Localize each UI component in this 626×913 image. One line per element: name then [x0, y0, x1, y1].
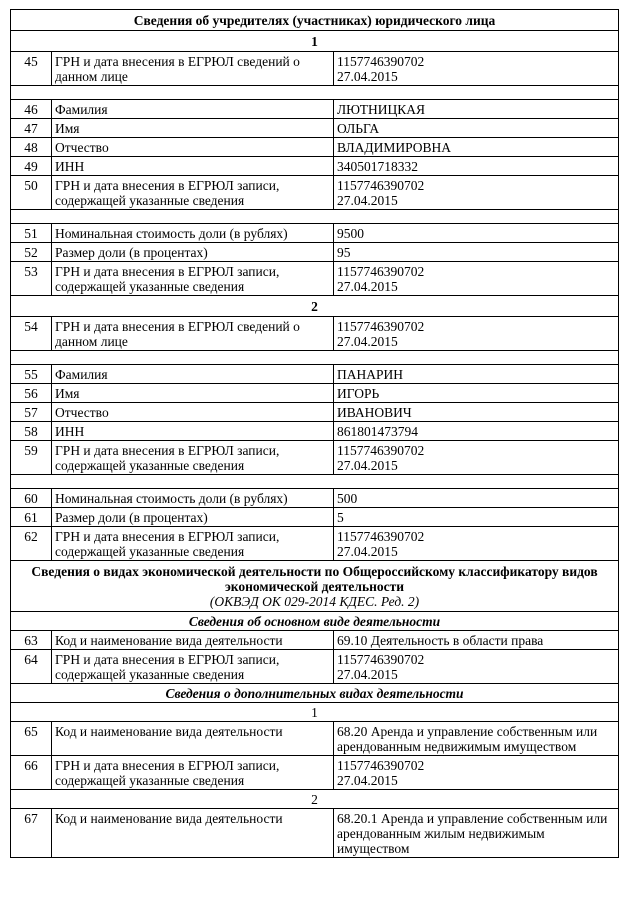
- row-value: 68.20.1 Аренда и управление собственным или арендованным жилым недвижимым имуществом: [334, 809, 619, 858]
- additional-activity-header: [11, 684, 619, 703]
- grn-value: 1157746390702: [337, 264, 425, 279]
- row-label: Номинальная стоимость доли (в рублях): [52, 224, 334, 243]
- row-number: 46: [11, 100, 52, 119]
- table-row: [11, 809, 619, 858]
- row-number: 45: [11, 52, 52, 86]
- spacer-cell: [11, 475, 619, 489]
- table-row: [11, 631, 619, 650]
- row-label: ГРН и дата внесения в ЕГРЮЛ записи, содержащей указанные сведения: [52, 441, 334, 475]
- grn-value: 1157746390702: [337, 178, 425, 193]
- spacer-cell: [11, 351, 619, 365]
- row-number: 65: [11, 722, 52, 756]
- table-row: [11, 403, 619, 422]
- row-number: 54: [11, 317, 52, 351]
- row-label: ГРН и дата внесения в ЕГРЮЛ сведений о данном лице: [52, 52, 334, 86]
- row-number: 51: [11, 224, 52, 243]
- date-value: 27.04.2015: [337, 279, 398, 294]
- table-row: [11, 527, 619, 561]
- row-number: 61: [11, 508, 52, 527]
- founder-index: 2: [11, 296, 619, 317]
- row-value: 95: [334, 243, 619, 262]
- grn-value: 1157746390702: [337, 319, 425, 334]
- date-value: 27.04.2015: [337, 69, 398, 84]
- row-number: 66: [11, 756, 52, 790]
- table-row: [11, 52, 619, 86]
- row-value: 5: [334, 508, 619, 527]
- row-value: ИВАНОВИЧ: [334, 403, 619, 422]
- spacer-row: [11, 86, 619, 100]
- row-value: 340501718332: [334, 157, 619, 176]
- date-value: 27.04.2015: [337, 544, 398, 559]
- okved-classifier: (ОКВЭД ОК 029-2014 КДЕС. Ред. 2): [209, 594, 420, 609]
- row-value: [334, 317, 619, 351]
- date-value: 27.04.2015: [337, 334, 398, 349]
- table-row: [11, 508, 619, 527]
- row-value: 68.20 Аренда и управление собственным или арендованным недвижимым имуществом: [334, 722, 619, 756]
- row-value: 861801473794: [334, 422, 619, 441]
- row-number: 50: [11, 176, 52, 210]
- row-label: Отчество: [52, 138, 334, 157]
- row-number: 62: [11, 527, 52, 561]
- row-number: 53: [11, 262, 52, 296]
- table-row: [11, 384, 619, 403]
- row-value: ВЛАДИМИРОВНА: [334, 138, 619, 157]
- grn-value: 1157746390702: [337, 758, 425, 773]
- table-row: [11, 422, 619, 441]
- row-value: ОЛЬГА: [334, 119, 619, 138]
- founder-index-row: [11, 31, 619, 52]
- okved-section-header: [11, 561, 619, 612]
- main-activity-header: [11, 612, 619, 631]
- row-number: 47: [11, 119, 52, 138]
- row-number: 67: [11, 809, 52, 858]
- row-number: 48: [11, 138, 52, 157]
- row-label: Код и наименование вида деятельности: [52, 809, 334, 858]
- grn-value: 1157746390702: [337, 652, 425, 667]
- row-label: ГРН и дата внесения в ЕГРЮЛ записи, содержащей указанные сведения: [52, 176, 334, 210]
- row-label: Размер доли (в процентах): [52, 508, 334, 527]
- activity-index: 2: [11, 790, 619, 809]
- row-number: 57: [11, 403, 52, 422]
- row-label: Имя: [52, 384, 334, 403]
- date-value: 27.04.2015: [337, 193, 398, 208]
- table-row: [11, 756, 619, 790]
- activity-index: 1: [11, 703, 619, 722]
- founder-index: 1: [11, 31, 619, 52]
- row-number: 58: [11, 422, 52, 441]
- row-label: ГРН и дата внесения в ЕГРЮЛ сведений о данном лице: [52, 317, 334, 351]
- row-value: 69.10 Деятельность в области права: [334, 631, 619, 650]
- table-row: [11, 157, 619, 176]
- row-number: 52: [11, 243, 52, 262]
- date-value: 27.04.2015: [337, 458, 398, 473]
- grn-value: 1157746390702: [337, 443, 425, 458]
- row-label: Размер доли (в процентах): [52, 243, 334, 262]
- founders-section-header: [11, 10, 619, 31]
- row-label: ГРН и дата внесения в ЕГРЮЛ записи, содержащей указанные сведения: [52, 262, 334, 296]
- grn-value: 1157746390702: [337, 529, 425, 544]
- table-row: [11, 317, 619, 351]
- row-value: [334, 756, 619, 790]
- okved-title: Сведения о видах экономической деятельности по Общероссийскому классификатору видов экономической деятельности: [31, 564, 598, 594]
- table-row: [11, 650, 619, 684]
- main-activity-title: Сведения об основном виде деятельности: [11, 612, 619, 631]
- row-value: 9500: [334, 224, 619, 243]
- row-value: [334, 262, 619, 296]
- table-row: [11, 176, 619, 210]
- row-value: [334, 176, 619, 210]
- founder-index-row: [11, 296, 619, 317]
- egrul-table: [10, 9, 619, 858]
- spacer-row: [11, 210, 619, 224]
- egrul-extract-page: [10, 9, 618, 858]
- table-row: [11, 100, 619, 119]
- row-label: ГРН и дата внесения в ЕГРЮЛ записи, содержащей указанные сведения: [52, 527, 334, 561]
- row-number: 59: [11, 441, 52, 475]
- table-row: [11, 722, 619, 756]
- row-label: Фамилия: [52, 365, 334, 384]
- table-row: [11, 224, 619, 243]
- activity-index-row: [11, 790, 619, 809]
- additional-activity-title: Сведения о дополнительных видах деятельности: [11, 684, 619, 703]
- table-row: [11, 138, 619, 157]
- row-label: ИНН: [52, 157, 334, 176]
- row-value: ЛЮТНИЦКАЯ: [334, 100, 619, 119]
- row-value: ПАНАРИН: [334, 365, 619, 384]
- row-number: 49: [11, 157, 52, 176]
- row-value: [334, 52, 619, 86]
- row-label: ГРН и дата внесения в ЕГРЮЛ записи, содержащей указанные сведения: [52, 650, 334, 684]
- table-row: [11, 441, 619, 475]
- spacer-cell: [11, 86, 619, 100]
- row-label: Имя: [52, 119, 334, 138]
- row-label: Код и наименование вида деятельности: [52, 631, 334, 650]
- row-number: 64: [11, 650, 52, 684]
- activity-index-row: [11, 703, 619, 722]
- row-label: Код и наименование вида деятельности: [52, 722, 334, 756]
- row-label: ИНН: [52, 422, 334, 441]
- table-row: [11, 365, 619, 384]
- table-row: [11, 489, 619, 508]
- row-label: Отчество: [52, 403, 334, 422]
- row-value: [334, 441, 619, 475]
- row-label: Фамилия: [52, 100, 334, 119]
- table-row: [11, 243, 619, 262]
- row-value: 500: [334, 489, 619, 508]
- spacer-row: [11, 351, 619, 365]
- row-value: [334, 650, 619, 684]
- okved-title-cell: [11, 561, 619, 612]
- row-number: 63: [11, 631, 52, 650]
- table-row: [11, 119, 619, 138]
- row-label: ГРН и дата внесения в ЕГРЮЛ записи, содержащей указанные сведения: [52, 756, 334, 790]
- table-row: [11, 262, 619, 296]
- date-value: 27.04.2015: [337, 667, 398, 682]
- row-number: 55: [11, 365, 52, 384]
- row-number: 60: [11, 489, 52, 508]
- row-value: [334, 527, 619, 561]
- row-label: Номинальная стоимость доли (в рублях): [52, 489, 334, 508]
- row-number: 56: [11, 384, 52, 403]
- spacer-cell: [11, 210, 619, 224]
- spacer-row: [11, 475, 619, 489]
- row-value: ИГОРЬ: [334, 384, 619, 403]
- grn-value: 1157746390702: [337, 54, 425, 69]
- founders-title: Сведения об учредителях (участниках) юридического лица: [11, 10, 619, 31]
- date-value: 27.04.2015: [337, 773, 398, 788]
